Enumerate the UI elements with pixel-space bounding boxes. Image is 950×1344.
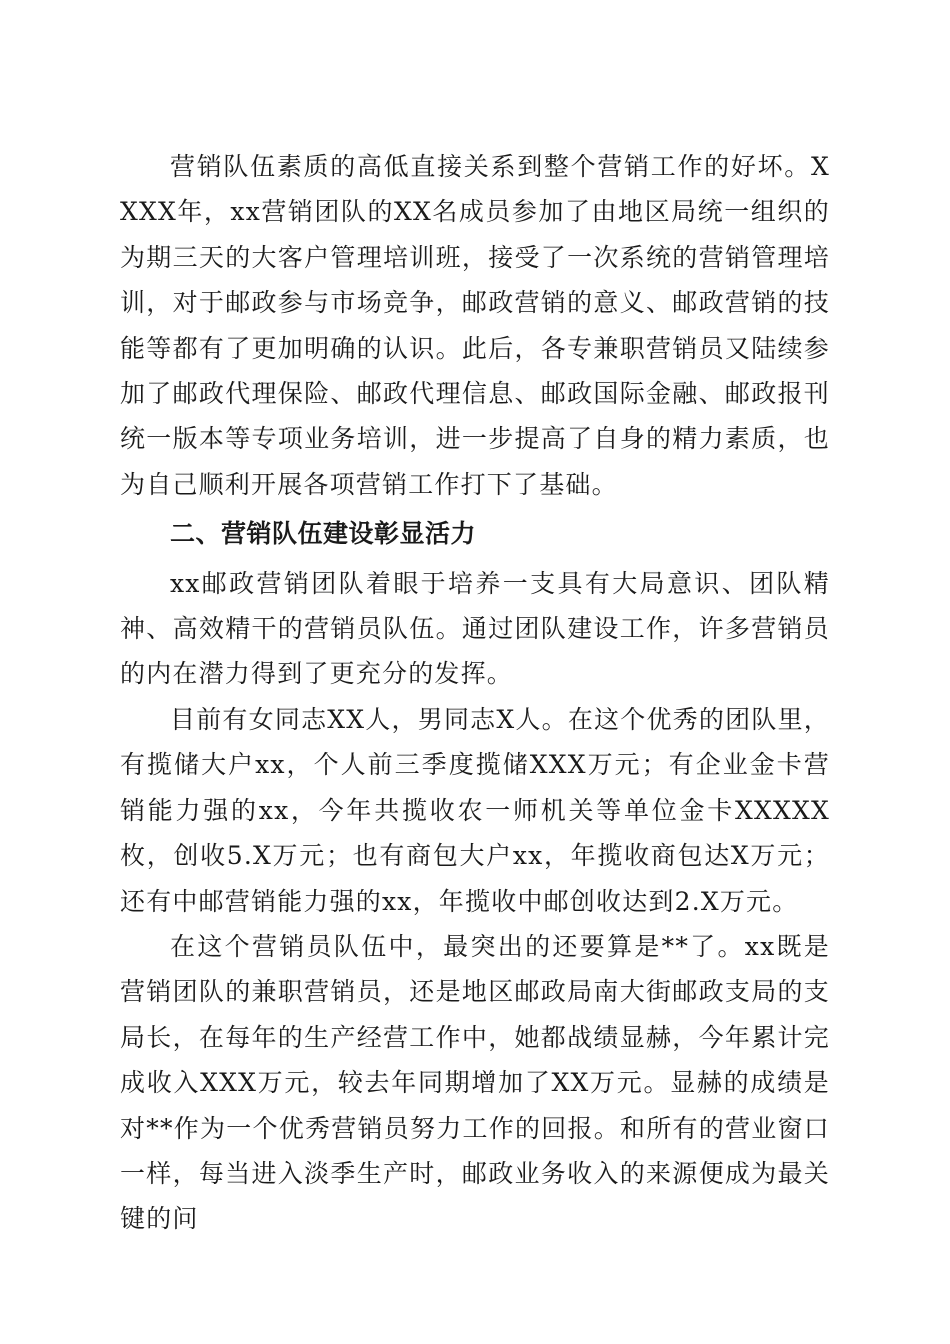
paragraph-training: 营销队伍素质的高低直接关系到整个营销工作的好坏。XXXX年，xx营销团队的XX名成员参加了由地区局统一组织的为期三天的大客户管理培训班，接受了一次系统的营销管理培训，对于邮政参与市场竞争，邮政营销的意义、邮政营销的技能等都有了更加明确的认识。此后，各专兼职营销员又陆续参加了邮政代理保险、邮政代理信息、邮政国际金融、邮政报刊统一版本等专项业务培训，进一步提高了自身的精力素质，也为自己顺利开展各项营销工作打下了基础。 <box>120 152 830 499</box>
paragraph-team-building: xx邮政营销团队着眼于培养一支具有大局意识、团队精神、高效精干的营销员队伍。通过团队建设工作，许多营销员的内在潜力得到了更充分的发挥。 <box>120 568 830 689</box>
paragraph-outstanding-member: 在这个营销员队伍中，最突出的还要算是**了。xx既是营销团队的兼职营销员，还是地区邮政局南大街邮政支局的支局长，在每年的生产经营工作中，她都战绩显赫，今年累计完成收入XXX万元，较去年同期增加了XX万元。显赫的成绩是对**作为一个优秀营销员努力工作的回报。和所有的营业窗口一样，每当进入淡季生产时，邮政业务收入的来源便成为最关键的问 <box>120 931 830 1234</box>
document-body <box>120 144 830 1242</box>
section-heading: 二、营销队伍建设彰显活力 <box>170 519 477 549</box>
paragraph-team-members: 目前有女同志XX人，男同志X人。在这个优秀的团队里，有揽储大户xx，个人前三季度揽储XXX万元；有企业金卡营销能力强的xx，今年共揽收农一师机关等单位金卡XXXXX枚，创收5.X万元；也有商包大户xx，年揽收商包达X万元；还有中邮营销能力强的xx，年揽收中邮创收达到2.X万元。 <box>120 704 830 916</box>
